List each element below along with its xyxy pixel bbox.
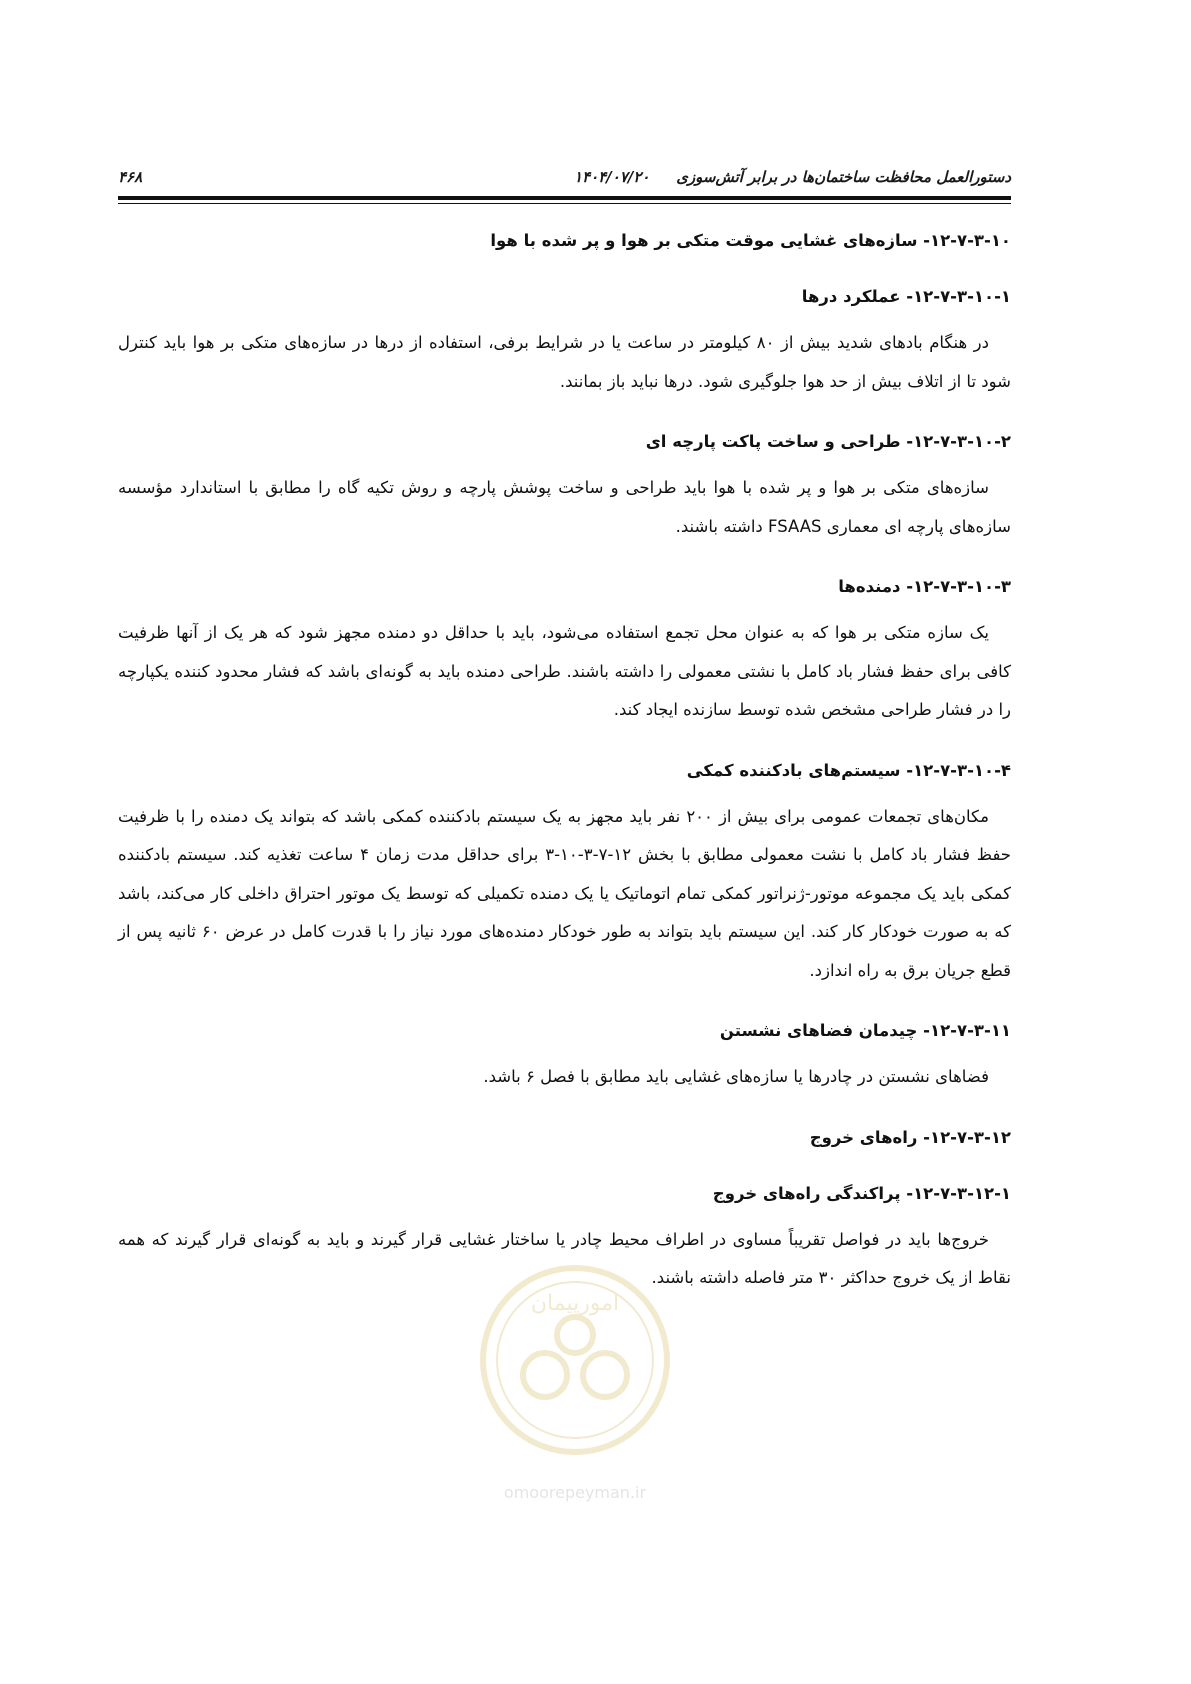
watermark-logo-text: امورپیمان — [530, 1291, 620, 1316]
document-title: دستورالعمل محافظت ساختمان‌ها در برابر آتش‌سوزی — [676, 168, 1011, 186]
section-heading: ۱۲-۷-۳-۱۲- راه‌های خروج — [809, 1127, 1011, 1147]
section-heading: ۱۲-۷-۳-۱۰- سازه‌های غشایی موقت متکی بر هوا و پر شده با هوا — [490, 231, 1011, 250]
watermark-site: omoorepeyman.ir — [503, 1483, 647, 1502]
page-header — [118, 160, 1011, 196]
header-date: ۱۴۰۴/۰۷/۲۰ — [574, 168, 650, 186]
section-paragraph: فضاهای نشستن در چادرها یا سازه‌های غشایی باید مطابق با فصل ۶ باشد. — [483, 1067, 989, 1086]
section-heading: ۱۲-۷-۳-۱۲-۱- پراکندگی راه‌های خروج — [712, 1183, 1011, 1203]
section-heading: ۱۲-۷-۳-۱۰-۳- دمنده‌ها — [838, 577, 1011, 596]
section-heading: ۱۲-۷-۳-۱۰-۱- عملکرد درها — [801, 287, 1011, 306]
section-heading: ۱۲-۷-۳-۱۰-۲- طراحی و ساخت پاکت پارچه ای — [645, 432, 1011, 451]
section-heading: ۱۲-۷-۳-۱۱- چیدمان فضاهای نشستن — [719, 1021, 1011, 1040]
section-paragraph: یک سازه متکی بر هوا که به عنوان محل تجمع استفاده می‌شود، باید با حداقل دو دمنده مجهز شود که هر یک از آنها ظرفیت کافی برای حفظ فشار باد کامل با نشتی معمولی را داشته باشند. طراحی دمنده باید به گونه‌ای باشد که فشار محدود کننده یکپارچه را در فشار طراحی مشخص شده توسط سازنده ایجاد کند. — [118, 623, 1011, 719]
section-paragraph: مکان‌های تجمعات عمومی برای بیش از ۲۰۰ نفر باید مجهز به یک سیستم بادکننده کمکی باشد که بتواند یک دمنده را با ظرفیت حفظ فشار باد کامل با نشت معمولی مطابق با بخش ۱۲-۷-۳-۱۰-۳ برای حداقل مدت زمان ۴ ساعت تغذیه کند. سیستم بادکننده کمکی باید یک مجموعه موتور-ژنراتور کمکی تمام اتوماتیک یا یک دمنده تکمیلی که توسط یک موتور احتراق داخلی کار می‌کند، باشد که به صورت خودکار کار کند. این سیستم باید بتواند به طور خودکار دمنده‌های مورد نیاز را با قدرت کامل در عرض ۶۰ ثانیه پس از قطع جریان برق به راه اندازد. — [118, 806, 1012, 980]
header-rule-thin — [118, 203, 1011, 204]
section-paragraph: در هنگام بادهای شدید بیش از ۸۰ کیلومتر در ساعت یا در شرایط برفی، استفاده از درها در سازه‌های متکی بر هوا باید کنترل شود تا از اتلاف بیش از حد هوا جلوگیری شود. درها نباید باز بمانند. — [118, 333, 1011, 391]
watermark-logo — [455, 1250, 695, 1510]
header-rule-thick — [118, 196, 1011, 200]
section-paragraph: خروج‌ها باید در فواصل تقریباً مساوی در اطراف محیط چادر یا ساختار غشایی قرار گیرند و باید به گونه‌ای قرار گیرند که همه نقاط از یک خروج حداکثر ۳۰ متر فاصله داشته باشند. — [118, 1229, 1011, 1287]
document-body — [118, 226, 1011, 1298]
section-heading: ۱۲-۷-۳-۱۰-۴- سیستم‌های بادکننده کمکی — [686, 760, 1011, 780]
section-paragraph: سازه‌های متکی بر هوا و پر شده با هوا باید طراحی و ساخت پوشش پارچه و روش تکیه گاه را مطابق با استاندارد مؤسسه سازه‌های پارچه ای معماری FSAAS داشته باشند. — [118, 478, 1011, 536]
watermark-seal-icon — [455, 1250, 695, 1510]
page-number: ۴۶۸ — [118, 168, 143, 186]
